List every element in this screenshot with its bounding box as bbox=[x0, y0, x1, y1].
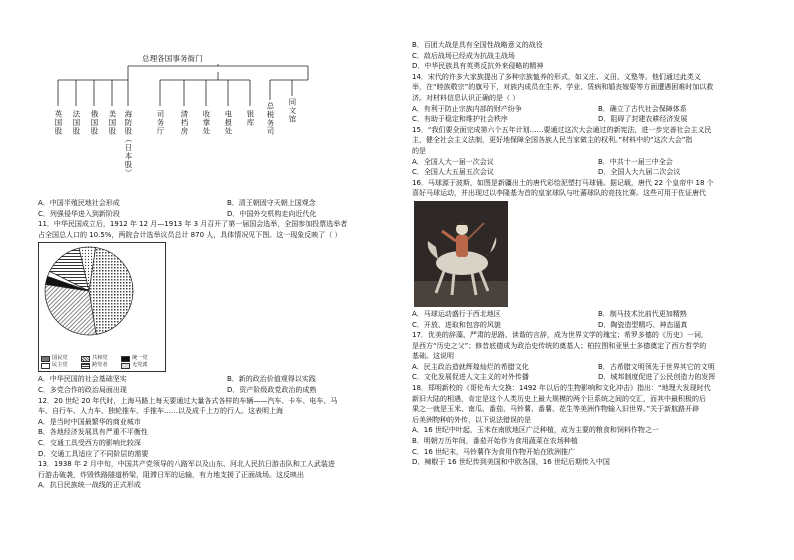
legend-label: 国民党 bbox=[52, 355, 68, 362]
q17-option-d[interactable]: D．城邦制度促进了公民创造力的发挥 bbox=[598, 373, 716, 382]
legend-item bbox=[81, 362, 121, 369]
legend-swatch bbox=[41, 363, 50, 369]
legend-swatch bbox=[121, 356, 130, 362]
branch-coastal-defense: 海防股（日本股） bbox=[124, 110, 133, 178]
legend-item bbox=[41, 362, 81, 369]
polo-figurine-image bbox=[414, 201, 508, 307]
q17-option-c[interactable]: C．文化发展促进人文主义的对外传播 bbox=[412, 373, 529, 382]
q10-options-row1 bbox=[38, 198, 416, 209]
q16-option-d[interactable]: D．陶瓷造型精巧、神态逼真 bbox=[598, 320, 688, 329]
legend-label: 共和党 bbox=[92, 355, 108, 362]
branch-uk: 英国股 bbox=[54, 110, 63, 136]
q15-option-d[interactable]: D．全国人大九届二次会议 bbox=[598, 168, 681, 177]
q11-option-a[interactable]: A．中华民国的社会基础坚实 bbox=[38, 375, 127, 384]
branch-usa: 美国股 bbox=[108, 110, 117, 136]
q10-option-b[interactable]: B．清王朝固守天朝上国观念 bbox=[227, 199, 316, 207]
branch-tongwenguan: 同文馆 bbox=[288, 98, 297, 124]
q11-line-1: 11．中华民国成立后，1912 年 12 月—1913 年 3 月召开了第一届国会选举，全国参加投票选举者 bbox=[38, 220, 348, 229]
q17-line-2: 是西方“历史之父”；修昔底德成为政治史传统的奠基人；柏拉图和亚里士多德奠定了西方哲学的 bbox=[412, 341, 707, 350]
q15-line-3: 的是 bbox=[412, 146, 426, 155]
q10-options-row2 bbox=[38, 209, 416, 220]
q11-options-row1 bbox=[38, 374, 416, 385]
branch-france: 法国股 bbox=[72, 110, 81, 136]
branch-treasury: 银库 bbox=[246, 110, 255, 127]
diagram-top-label: 总理各国事务衙门 bbox=[142, 54, 203, 63]
q11-chart-row bbox=[38, 242, 416, 374]
pie-chart-frame bbox=[38, 242, 166, 372]
q18-option-b[interactable]: B．明朝万历年间，番茄开始作为食用蔬菜在农场种植 bbox=[412, 437, 578, 446]
legend-swatch bbox=[41, 356, 50, 362]
q14-options-row2 bbox=[412, 114, 784, 125]
q16-option-c[interactable]: C．开放、进取和包容的风貌 bbox=[412, 320, 501, 329]
q14-line-1: 14．宋代的许多大家族提出了多种宗族恤养的形式，如义庄、义田、义塾等。他们通过此类义 bbox=[412, 72, 701, 81]
q12-option-b[interactable]: B．各地经济发展具有严重不平衡性 bbox=[38, 428, 148, 437]
legend-label: 统一党 bbox=[132, 355, 148, 362]
q17-options-row2 bbox=[412, 372, 784, 383]
diagram-lines bbox=[38, 0, 416, 198]
branch-secretariat: 司务厅 bbox=[156, 110, 165, 136]
q15-option-b[interactable]: B．中共十一届三中全会 bbox=[598, 157, 673, 166]
q11-line-2: 占全国总人口的 10.5%，两院合计选举议员总计 870 人，具体情况见下图。这一现象反映了（ ） bbox=[38, 230, 342, 239]
q16-options-row1 bbox=[412, 309, 784, 320]
legend-label: 无党派 bbox=[132, 362, 148, 369]
pie-legend bbox=[41, 355, 161, 369]
q11-option-c[interactable]: C．多党合作的政治局面出现 bbox=[38, 385, 127, 394]
branch-receipts: 收掌处 bbox=[202, 110, 211, 136]
q11-option-b[interactable]: B．新的政治价值观得以实践 bbox=[227, 375, 316, 384]
q15-option-c[interactable]: C．全国人大五届五次会议 bbox=[412, 168, 494, 177]
q17-line-3: 基础。这说明 bbox=[412, 352, 454, 361]
q14-line-3: 济。对材料信息认识正确的是（ ） bbox=[412, 93, 520, 102]
q18-line-4: 后美洲物种的外传，以下说法错误的是 bbox=[412, 415, 531, 424]
q15-line-1: 15．“我们要全面完成第六个五年计划……要通过这次大会通过的新宪法，进一步完善社会主义民 bbox=[412, 125, 712, 134]
q10-option-d[interactable]: D．中国外交机构走向近代化 bbox=[227, 209, 317, 218]
legend-item bbox=[121, 362, 161, 369]
institution-diagram bbox=[38, 0, 416, 198]
q13-option-b[interactable]: B．百团大战是具有全国性战略意义的战役 bbox=[412, 41, 543, 49]
q16-line-1: 16．马球源于波斯，如图是新疆出土的唐代彩绘泥塑打马球俑。据记载，唐代 22 个皇帝中 18 个 bbox=[412, 178, 714, 187]
q12-option-c[interactable]: C．交通工具受西方的影响比较深 bbox=[38, 438, 141, 447]
q18-line-1: 18．郑明新校的《哥伦布大交换：1492 年以后的生物影响和文化冲击》指出：“地理大发现时代 bbox=[412, 384, 711, 393]
q15-options-row2 bbox=[412, 167, 784, 178]
q14-options-row1 bbox=[412, 104, 784, 115]
q13-option-a[interactable]: A．抗日民族统一战线的正式形成 bbox=[38, 481, 141, 490]
legend-swatch bbox=[81, 356, 90, 362]
q18-line-2: 新旧大陆的相遇，肯定是这个人类历史上最大规模的两个巨系统之间的交汇，而其中最积极的后 bbox=[412, 394, 706, 403]
q14-option-b[interactable]: B．确立了古代社会保障体系 bbox=[598, 104, 687, 113]
pie-slice-共和党 bbox=[45, 285, 96, 336]
q12-option-a[interactable]: A．是当时中国最繁华的商业城市 bbox=[38, 417, 141, 426]
q11-options-row2 bbox=[38, 385, 416, 396]
q12-line-1: 12．20 世纪 20 年代时，上海马路上每天要通过大量各式各样的车辆——汽车、卡车、电车、马 bbox=[38, 396, 338, 405]
q16-option-b[interactable]: B．制马技术比前代更加精熟 bbox=[598, 309, 687, 318]
q18-option-d[interactable]: D．辣椒于 16 世纪传到美国和中欧各国，16 世纪后期传入中国 bbox=[412, 458, 610, 467]
q18-option-a[interactable]: A．16 世纪中叶起，玉米在南欧地区广泛种植，成为主要的粮食和饲料作物之一 bbox=[412, 426, 659, 435]
q17-option-a[interactable]: A．民主政治造就辉煌灿烂的希腊文化 bbox=[412, 362, 529, 371]
q16-line-2: 喜好马球运动，并出现过以李隆基为首的皇家球队与吐蕃球队的竞技比赛。这些可用于佐证唐代 bbox=[412, 189, 706, 198]
legend-label: 民主党 bbox=[52, 362, 68, 369]
q12-line-2: 车、自行车、人力车、独轮推车、手推车……以及成千上万的行人。这表明上海 bbox=[38, 407, 283, 416]
q10-option-a[interactable]: A．中国半殖民地社会形成 bbox=[38, 199, 120, 207]
q13-option-c[interactable]: C．敌后战场已经成为抗战主战场 bbox=[412, 51, 515, 60]
q16-option-a[interactable]: A．马球运动盛行于西北地区 bbox=[412, 309, 501, 318]
q14-option-c[interactable]: C．有助于稳定和维护社会秩序 bbox=[412, 115, 508, 124]
q18-line-3: 果之一就是玉米、南瓜、番茄、马铃薯、番薯、花生等美洲作物输入旧世界。”关于新航路开辟 bbox=[412, 405, 700, 414]
branch-russia: 俄国股 bbox=[90, 110, 99, 136]
pie-slice-国民党 bbox=[89, 248, 133, 335]
q14-line-2: 举，在“睦族敬宗”的旗号下，对族内成员在生养、学业、赁病和婚丧嫁娶等方面遭遇困难时加以救 bbox=[412, 83, 714, 92]
branch-customs: 总税务司 bbox=[266, 102, 275, 136]
q14-option-a[interactable]: A．有利于防止宗族内部的财产纷争 bbox=[412, 104, 522, 113]
legend-label: 跨党者 bbox=[92, 362, 108, 369]
q17-options-row1 bbox=[412, 362, 784, 373]
branch-telegraph: 电报处 bbox=[224, 110, 233, 136]
left-column bbox=[38, 0, 416, 491]
q15-options-row1 bbox=[412, 157, 784, 168]
q13-line-1: 13．1938 年 2 月中旬，中国共产党领导的八路军以及山东、河北人民抗日游击队和工人武装进 bbox=[38, 460, 335, 469]
q18-option-c[interactable]: C．16 世纪末，马铃薯作为食用作物开始在欧洲推广 bbox=[412, 447, 576, 456]
polo-figurine-photo bbox=[414, 201, 508, 307]
q13-line-2: 行游击破袭，炸毁铁路隧道桥梁，阻滞日军的运输，有力地支援了正面战场。这反映出 bbox=[38, 470, 304, 479]
q15-option-a[interactable]: A．全国人大一届一次会议 bbox=[412, 157, 494, 166]
q17-option-b[interactable]: B．古希腊文明领先于世界其它的文明 bbox=[598, 362, 715, 371]
legend-swatch bbox=[81, 363, 90, 369]
q11-option-d[interactable]: D．资产阶级政党政治的成熟 bbox=[227, 385, 317, 394]
right-column bbox=[412, 40, 784, 468]
q13-option-d[interactable]: D．中华民族具有英勇反抗外来侵略的精神 bbox=[412, 62, 544, 71]
pie-chart bbox=[39, 243, 165, 343]
q10-option-c[interactable]: C．列强侵华进入到新阶段 bbox=[38, 209, 120, 218]
q12-option-d[interactable]: D．交通工具适应了不同阶层的需要 bbox=[38, 449, 149, 458]
branch-archives: 清档房 bbox=[180, 110, 189, 136]
legend-swatch bbox=[121, 363, 130, 369]
q17-line-1: 17．优美的辞藻、严肃的思路、读谐的言辞，成为世界文学的瑰宝；希罗多德的《历史》一词， bbox=[412, 331, 708, 340]
q14-option-d[interactable]: D．阻碍了封建农耕经济发展 bbox=[598, 115, 688, 124]
q16-options-row2 bbox=[412, 320, 784, 331]
q15-line-2: 主，健全社会主义法制，更好地保障全国各族人民当家做主的权利。”材料中的“这次大会”指 bbox=[412, 136, 693, 145]
